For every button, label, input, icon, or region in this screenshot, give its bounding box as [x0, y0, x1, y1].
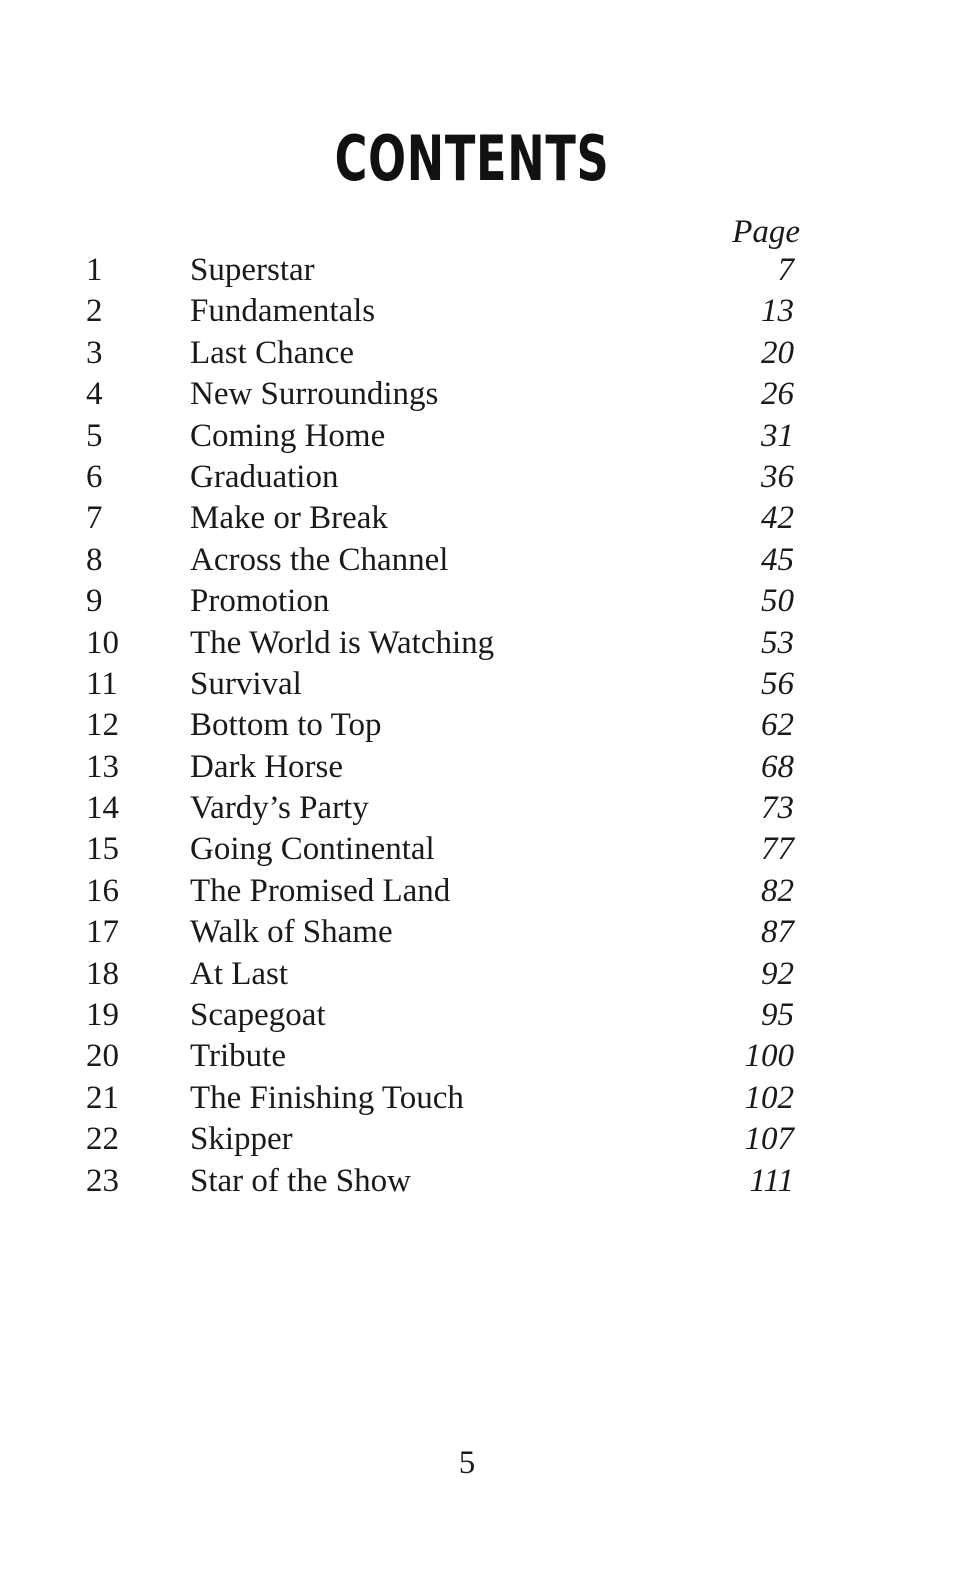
chapter-number: 7 — [86, 500, 103, 537]
page-number: 5 — [458, 1445, 476, 1481]
chapter-page-number: 7 — [777, 252, 794, 288]
chapter-title: Fundamentals — [190, 293, 376, 330]
chapter-number: 11 — [86, 665, 118, 702]
toc-entry — [0, 1119, 974, 1160]
chapter-page-number: 95 — [761, 997, 794, 1034]
chapter-page-number: 53 — [761, 624, 794, 661]
chapter-title: Graduation — [190, 458, 339, 495]
chapter-page-number: 87 — [761, 914, 794, 951]
chapter-page-number: 42 — [761, 500, 794, 537]
toc-entry — [0, 457, 974, 498]
chapter-number: 13 — [86, 748, 119, 785]
chapter-number: 21 — [86, 1079, 119, 1116]
chapter-number: 22 — [86, 1121, 119, 1158]
chapter-page-number: 102 — [744, 1079, 794, 1116]
toc-entry — [0, 416, 974, 457]
toc-entry — [0, 747, 974, 788]
table-of-contents — [0, 250, 974, 1202]
chapter-page-number: 92 — [761, 955, 794, 992]
chapter-number: 12 — [86, 707, 119, 744]
toc-entry — [0, 1036, 974, 1077]
chapter-number: 19 — [86, 997, 119, 1034]
chapter-page-number: 20 — [761, 334, 794, 371]
toc-entry — [0, 829, 974, 870]
chapter-title: Going Continental — [190, 831, 435, 868]
toc-entry — [0, 333, 974, 374]
toc-entry — [0, 1161, 974, 1202]
toc-entry — [0, 788, 974, 829]
chapter-page-number: 73 — [761, 790, 794, 827]
toc-entry — [0, 498, 974, 539]
chapter-number: 15 — [86, 831, 119, 868]
chapter-title: Dark Horse — [190, 748, 344, 785]
chapter-number: 23 — [86, 1162, 119, 1199]
chapter-page-number: 68 — [761, 748, 794, 785]
chapter-title: The Finishing Touch — [190, 1079, 464, 1116]
chapter-page-number: 45 — [761, 541, 794, 578]
chapter-title: Tribute — [190, 1038, 286, 1075]
chapter-page-number: 31 — [761, 417, 794, 454]
toc-entry — [0, 664, 974, 705]
toc-entry — [0, 705, 974, 746]
chapter-page-number: 50 — [761, 583, 794, 620]
chapter-page-number: 77 — [761, 831, 794, 868]
toc-entry — [0, 374, 974, 415]
toc-entry — [0, 581, 974, 622]
page-column-header: Page — [732, 214, 800, 250]
chapter-number: 6 — [86, 458, 103, 495]
toc-entry — [0, 623, 974, 664]
chapter-title: Survival — [190, 665, 302, 702]
toc-entry — [0, 291, 974, 332]
chapter-page-number: 107 — [744, 1121, 794, 1158]
toc-entry — [0, 912, 974, 953]
chapter-title: The World is Watching — [190, 624, 495, 661]
chapter-page-number: 36 — [761, 458, 794, 495]
chapter-number: 1 — [86, 252, 103, 288]
chapter-number: 9 — [86, 583, 103, 620]
chapter-title: Promotion — [190, 583, 330, 620]
chapter-page-number: 82 — [761, 872, 794, 909]
chapter-number: 14 — [86, 790, 119, 827]
chapter-page-number: 26 — [761, 376, 794, 413]
chapter-page-number: 100 — [744, 1038, 794, 1075]
page-title: CONTENTS — [334, 122, 610, 195]
chapter-number: 8 — [86, 541, 103, 578]
chapter-title: At Last — [190, 955, 289, 992]
chapter-title: Coming Home — [190, 417, 386, 454]
chapter-page-number: 13 — [761, 293, 794, 330]
chapter-title: Last Chance — [190, 334, 355, 371]
toc-entry — [0, 995, 974, 1036]
chapter-title: Skipper — [190, 1121, 293, 1158]
toc-entry — [0, 540, 974, 581]
chapter-number: 3 — [86, 334, 103, 371]
chapter-number: 5 — [86, 417, 103, 454]
chapter-number: 16 — [86, 872, 119, 909]
chapter-title: Across the Channel — [190, 541, 449, 578]
chapter-number: 2 — [86, 293, 103, 330]
chapter-page-number: 111 — [749, 1162, 794, 1199]
chapter-number: 20 — [86, 1038, 119, 1075]
chapter-page-number: 62 — [761, 707, 794, 744]
toc-entry — [0, 1078, 974, 1119]
chapter-title: Vardy’s Party — [190, 790, 369, 827]
chapter-title: Walk of Shame — [190, 914, 393, 951]
chapter-title: Superstar — [190, 252, 315, 288]
chapter-title: Star of the Show — [190, 1162, 411, 1199]
chapter-title: Bottom to Top — [190, 707, 382, 744]
toc-entry — [0, 250, 974, 291]
chapter-number: 17 — [86, 914, 119, 951]
chapter-title: The Promised Land — [190, 872, 451, 909]
chapter-title: New Surroundings — [190, 376, 439, 413]
chapter-number: 10 — [86, 624, 119, 661]
toc-entry — [0, 954, 974, 995]
chapter-title: Scapegoat — [190, 997, 326, 1034]
chapter-number: 18 — [86, 955, 119, 992]
chapter-page-number: 56 — [761, 665, 794, 702]
chapter-title: Make or Break — [190, 500, 388, 537]
chapter-number: 4 — [86, 376, 103, 413]
toc-entry — [0, 871, 974, 912]
